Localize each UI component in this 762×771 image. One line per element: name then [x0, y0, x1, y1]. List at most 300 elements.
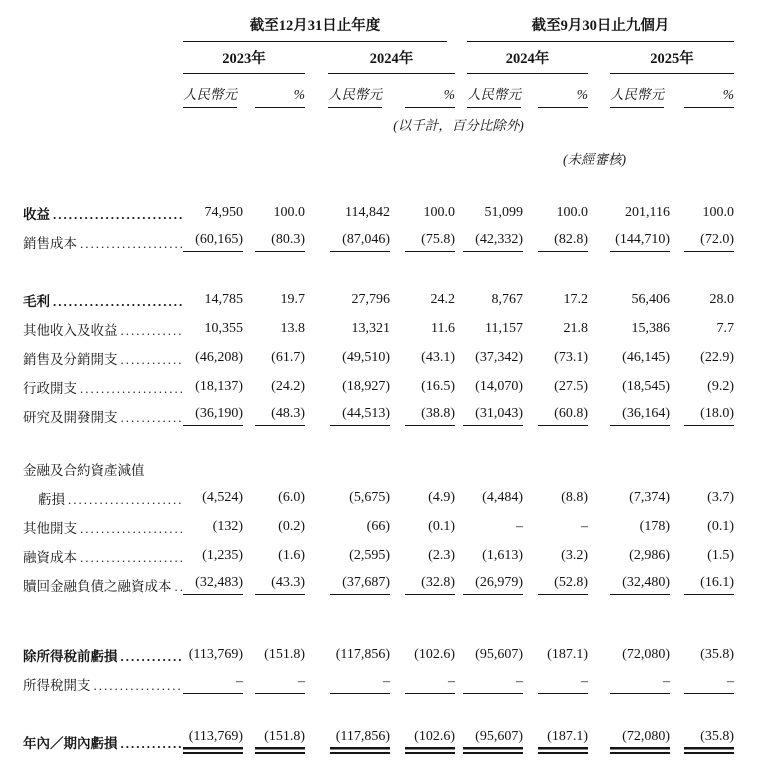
value: –: [581, 518, 588, 534]
dot-leader: [77, 236, 183, 252]
table-row: [23, 640, 734, 669]
value: 8,767: [491, 291, 523, 307]
note-unaudited-row: [23, 134, 734, 168]
value-cell: [455, 343, 523, 372]
value-cell: [670, 669, 734, 698]
value-cell: [455, 372, 523, 401]
dot-leader: [118, 323, 184, 339]
value-cell: [670, 512, 734, 541]
value: (0.1): [428, 518, 455, 534]
value: (66): [366, 518, 390, 534]
value: –: [516, 518, 523, 534]
value-cell: [243, 372, 305, 401]
value-cell: [183, 640, 243, 669]
currency-label: 人民幣元: [467, 83, 521, 108]
value: (35.8): [684, 729, 734, 754]
table-row: [23, 198, 734, 227]
value-cell: [670, 541, 734, 570]
row-label: [23, 732, 183, 752]
header-unit-row: [23, 74, 734, 108]
row-label-cell: [23, 512, 183, 541]
percent-label: %: [405, 87, 455, 108]
dot-leader: [65, 492, 183, 508]
row-label-text: 金融及合約資產減值: [23, 462, 145, 478]
value: (72.0): [684, 232, 734, 252]
dot-leader: [118, 649, 184, 665]
value: (113,769): [188, 646, 243, 662]
value: (18,927): [342, 378, 390, 394]
value-cell: [183, 343, 243, 372]
dot-leader: [77, 550, 183, 566]
row-label-cell: [23, 314, 183, 343]
value: (32,483): [183, 575, 243, 595]
value: (2,595): [349, 547, 390, 563]
row-label-text: 年內／期內虧損: [23, 735, 118, 751]
value: (6.0): [278, 489, 305, 505]
value-cell: [455, 314, 523, 343]
value: (52.8): [538, 575, 588, 595]
value-cell: [183, 483, 243, 512]
value: –: [463, 674, 523, 694]
value: (60.8): [538, 406, 588, 426]
row-label-cell: [23, 227, 183, 256]
dot-leader: [50, 207, 183, 223]
value-cell: [670, 343, 734, 372]
row-label: [23, 488, 183, 508]
value: (61.7): [271, 349, 305, 365]
value: (3.2): [561, 547, 588, 563]
value: (117,856): [335, 646, 390, 662]
value-cell: [183, 669, 243, 698]
value-cell: [390, 285, 455, 314]
table-row: [23, 727, 734, 756]
value: (1.6): [278, 547, 305, 563]
value: 14,785: [204, 291, 243, 307]
row-label-text: 收益: [23, 206, 50, 222]
value-cell: [523, 343, 588, 372]
row-label-text: 行政開支: [23, 380, 77, 396]
value: 201,116: [625, 204, 670, 220]
value: (44,513): [330, 406, 390, 426]
value-cell: [243, 314, 305, 343]
value-cell: [305, 570, 390, 599]
value-cell: [523, 454, 588, 483]
value-cell: [390, 669, 455, 698]
table-row: [23, 669, 734, 698]
value: (42,332): [463, 232, 523, 252]
dot-leader: [172, 579, 184, 595]
value: (7,374): [629, 489, 670, 505]
value: (4.9): [428, 489, 455, 505]
value: (117,856): [330, 729, 390, 754]
value-cell: [455, 640, 523, 669]
row-label-cell: [23, 285, 183, 314]
period-title-fy: 截至12月31日止年度: [183, 14, 447, 42]
table-row: [23, 401, 734, 430]
value-cell: [183, 454, 243, 483]
value: (18,137): [195, 378, 243, 394]
value: –: [405, 674, 455, 694]
value: (0.1): [707, 518, 734, 534]
row-label-text: 其他開支: [23, 520, 77, 536]
value-cell: [588, 512, 670, 541]
value-cell: [523, 512, 588, 541]
value-cell: [183, 227, 243, 256]
value-cell: [305, 227, 390, 256]
table-row: [23, 512, 734, 541]
value: (178): [639, 518, 670, 534]
value: (72,080): [622, 646, 670, 662]
value: (36,164): [610, 406, 670, 426]
value-cell: [588, 454, 670, 483]
value: (8.8): [561, 489, 588, 505]
value: (80.3): [255, 232, 305, 252]
value-cell: [305, 512, 390, 541]
value: (36,190): [183, 406, 243, 426]
value: (72,080): [610, 729, 670, 754]
row-label-cell: [23, 727, 183, 756]
value: (24.2): [271, 378, 305, 394]
table-row: [23, 314, 734, 343]
value: (151.8): [255, 729, 305, 754]
value: (16.1): [684, 575, 734, 595]
dot-leader: [77, 521, 183, 537]
value: (3.7): [707, 489, 734, 505]
value-cell: [523, 640, 588, 669]
value: 11.6: [431, 320, 455, 336]
row-label: [23, 290, 183, 310]
value-cell: [670, 198, 734, 227]
value-cell: [588, 541, 670, 570]
value: (49,510): [342, 349, 390, 365]
year-9m2025-label: 2025年: [610, 47, 734, 74]
value-cell: [670, 401, 734, 430]
row-label-cell: [23, 570, 183, 599]
value-cell: [390, 343, 455, 372]
table-row: [23, 285, 734, 314]
value-cell: [588, 227, 670, 256]
value: 19.7: [280, 291, 305, 307]
value-cell: [183, 198, 243, 227]
value-cell: [390, 541, 455, 570]
dot-leader: [77, 381, 183, 397]
row-label: [23, 575, 183, 595]
row-label: [23, 232, 183, 252]
currency-header-cell: [305, 74, 390, 108]
value-cell: [588, 314, 670, 343]
value: 13,321: [351, 320, 390, 336]
value: –: [183, 674, 243, 694]
table-body: [23, 168, 734, 756]
row-label-text: 銷售及分銷開支: [23, 351, 118, 367]
financial-table: [23, 6, 734, 756]
value: (38.8): [405, 406, 455, 426]
row-label: [23, 645, 183, 665]
header-year-row: [23, 42, 734, 74]
financial-statement-page: [0, 6, 762, 756]
table-row: [23, 227, 734, 256]
value-cell: [390, 727, 455, 756]
value: (113,769): [183, 729, 243, 754]
currency-label: 人民幣元: [183, 83, 237, 108]
value: 100.0: [273, 204, 305, 220]
row-label-cell: [23, 198, 183, 227]
value: 100.0: [556, 204, 588, 220]
value: (31,043): [463, 406, 523, 426]
value: –: [538, 674, 588, 694]
spacer-row: [23, 430, 734, 454]
spacer-row: [23, 256, 734, 285]
value: (43.1): [421, 349, 455, 365]
value-cell: [588, 570, 670, 599]
value-cell: [305, 401, 390, 430]
value-cell: [243, 454, 305, 483]
value-cell: [670, 570, 734, 599]
percent-label: %: [538, 87, 588, 108]
value-cell: [523, 198, 588, 227]
value-cell: [588, 727, 670, 756]
spacer-cell: [23, 168, 734, 198]
percent-header-cell: [670, 74, 734, 108]
percent-label: %: [684, 87, 734, 108]
value: 51,099: [484, 204, 523, 220]
value-cell: [305, 483, 390, 512]
value-cell: [523, 227, 588, 256]
row-label-cell: [23, 541, 183, 570]
value-cell: [670, 314, 734, 343]
value-cell: [670, 483, 734, 512]
row-label: [23, 517, 183, 537]
value: –: [255, 674, 305, 694]
value: (75.8): [405, 232, 455, 252]
value-cell: [455, 454, 523, 483]
value-cell: [390, 512, 455, 541]
value-cell: [183, 541, 243, 570]
value: (18,545): [622, 378, 670, 394]
value-cell: [523, 285, 588, 314]
value-cell: [243, 401, 305, 430]
value-cell: [390, 227, 455, 256]
year-2023-cell: [183, 42, 305, 74]
value-cell: [523, 314, 588, 343]
table-row: [23, 343, 734, 372]
spacer-cell: [23, 599, 734, 640]
value: (144,710): [610, 232, 670, 252]
percent-header-cell: [390, 74, 455, 108]
value: (1.5): [707, 547, 734, 563]
value: (151.8): [264, 646, 305, 662]
value-cell: [588, 669, 670, 698]
value-cell: [523, 401, 588, 430]
value: (87,046): [330, 232, 390, 252]
value: (32.8): [405, 575, 455, 595]
year-2024-cell: [305, 42, 455, 74]
value: (27.5): [554, 378, 588, 394]
header-spacer-cell: [23, 108, 183, 134]
value: 24.2: [430, 291, 455, 307]
value-cell: [588, 401, 670, 430]
year-9m2025-cell: [588, 42, 734, 74]
row-label-cell: [23, 343, 183, 372]
value: 74,950: [204, 204, 243, 220]
row-label: [23, 348, 183, 368]
percent-header-cell: [523, 74, 588, 108]
value: (82.8): [538, 232, 588, 252]
header-period-row: [23, 6, 734, 42]
value: (37,687): [330, 575, 390, 595]
table-row: [23, 541, 734, 570]
value: (1,613): [482, 547, 523, 563]
value-cell: [390, 401, 455, 430]
value: (102.6): [414, 646, 455, 662]
value: (60,165): [183, 232, 243, 252]
value-cell: [305, 669, 390, 698]
value: (35.8): [700, 646, 734, 662]
value-cell: [390, 198, 455, 227]
period-group-9m-cell: [455, 6, 734, 42]
value-cell: [390, 372, 455, 401]
value-cell: [305, 285, 390, 314]
value-cell: [243, 285, 305, 314]
percent-label: %: [255, 87, 305, 108]
value: (0.2): [278, 518, 305, 534]
value-cell: [305, 314, 390, 343]
value: (2,986): [629, 547, 670, 563]
value: (132): [212, 518, 243, 534]
value-cell: [455, 570, 523, 599]
value: (73.1): [554, 349, 588, 365]
value-cell: [523, 483, 588, 512]
currency-label: 人民幣元: [328, 83, 382, 108]
row-label: [23, 459, 183, 479]
value: 27,796: [351, 291, 390, 307]
value: (5,675): [349, 489, 390, 505]
value-cell: [243, 483, 305, 512]
spacer-row: [23, 599, 734, 640]
value-cell: [670, 372, 734, 401]
value-cell: [305, 343, 390, 372]
value-cell: [183, 401, 243, 430]
dot-leader: [118, 352, 184, 368]
value: 56,406: [631, 291, 670, 307]
note-unaudited: (未經審核): [563, 152, 626, 167]
dot-leader: [118, 736, 184, 752]
row-label-text: 其他收入及收益: [23, 322, 118, 338]
row-label-text: 毛利: [23, 293, 50, 309]
value: 10,355: [204, 320, 243, 336]
value: (16.5): [421, 378, 455, 394]
row-label: [23, 377, 183, 397]
row-label: [23, 674, 183, 694]
currency-label: 人民幣元: [610, 83, 664, 108]
dot-leader: [91, 678, 184, 694]
value-cell: [588, 285, 670, 314]
value-cell: [455, 541, 523, 570]
value-cell: [243, 669, 305, 698]
value-cell: [305, 372, 390, 401]
dot-leader: [118, 410, 184, 426]
value-cell: [243, 541, 305, 570]
value-cell: [455, 198, 523, 227]
value: (48.3): [255, 406, 305, 426]
table-row: [23, 483, 734, 512]
value: (32,480): [610, 575, 670, 595]
value-cell: [183, 285, 243, 314]
value: 100.0: [423, 204, 455, 220]
row-label-text: 所得稅開支: [23, 677, 91, 693]
value-cell: [455, 669, 523, 698]
value-cell: [305, 727, 390, 756]
year-2023-label: 2023年: [183, 47, 305, 74]
row-label-cell: [23, 372, 183, 401]
row-label: [23, 406, 183, 426]
value: (1,235): [202, 547, 243, 563]
value: (22.9): [700, 349, 734, 365]
value-cell: [390, 483, 455, 512]
row-label-text: 虧損: [38, 491, 65, 507]
row-label: [23, 203, 183, 223]
value: 17.2: [563, 291, 588, 307]
table-row: [23, 372, 734, 401]
value-cell: [243, 227, 305, 256]
row-label-cell: [23, 669, 183, 698]
value-cell: [523, 570, 588, 599]
row-label-cell: [23, 483, 183, 512]
row-label-text: 研究及開發開支: [23, 409, 118, 425]
value-cell: [183, 512, 243, 541]
value: 21.8: [563, 320, 588, 336]
value-cell: [588, 640, 670, 669]
note-units-row: [23, 108, 734, 134]
value: 114,842: [345, 204, 390, 220]
header-spacer-cell: [23, 74, 183, 108]
value: (14,070): [475, 378, 523, 394]
row-label: [23, 546, 183, 566]
currency-header-cell: [183, 74, 243, 108]
value: (2.3): [428, 547, 455, 563]
value-cell: [670, 285, 734, 314]
table-row: [23, 454, 734, 483]
period-title-9m: 截至9月30日止九個月: [467, 14, 734, 42]
row-label: [23, 319, 183, 339]
row-label-text: 除所得稅前虧損: [23, 648, 118, 664]
value-cell: [390, 454, 455, 483]
value-cell: [670, 640, 734, 669]
value: (26,979): [463, 575, 523, 595]
value-cell: [455, 727, 523, 756]
value-cell: [588, 372, 670, 401]
note-units: (以千計，百分比除外): [393, 118, 524, 133]
row-label-cell: [23, 401, 183, 430]
value-cell: [243, 727, 305, 756]
spacer-cell: [23, 256, 734, 285]
header-spacer-cell: [23, 134, 455, 168]
table-header: [23, 6, 734, 168]
value: (18.0): [684, 406, 734, 426]
value-cell: [243, 512, 305, 541]
value: (37,342): [475, 349, 523, 365]
currency-header-cell: [455, 74, 523, 108]
value-cell: [183, 372, 243, 401]
value-cell: [670, 454, 734, 483]
year-9m2024-cell: [455, 42, 588, 74]
value: 7.7: [716, 320, 734, 336]
value: (43.3): [255, 575, 305, 595]
value-cell: [523, 727, 588, 756]
value: (102.6): [405, 729, 455, 754]
value-cell: [588, 343, 670, 372]
value-cell: [455, 285, 523, 314]
